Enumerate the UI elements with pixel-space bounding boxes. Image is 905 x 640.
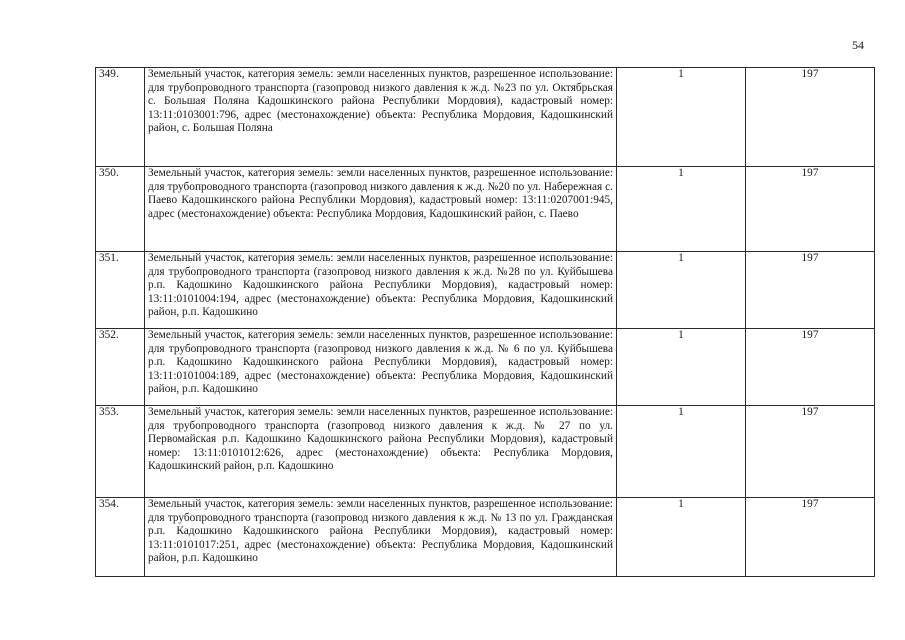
row-number: 353. xyxy=(96,406,145,498)
property-register-table xyxy=(95,67,875,577)
table-row xyxy=(96,406,875,498)
row-area: 197 xyxy=(746,498,875,577)
row-area: 197 xyxy=(746,252,875,329)
row-description: Земельный участок, категория земель: земли населенных пунктов, разрешенное использование: для трубопроводного транспорта (газопровод низкого давления к ж.д. № 27 по ул. Первомайская р.п. Кадошкино Кадошкинского района Республики Мордовия), кадастровый номер: 13:11:0101012:626, адрес (местонахождение) объекта: Республика Мордовия, Кадошкинский район, р.п. Кадошкино xyxy=(145,406,617,498)
row-description: Земельный участок, категория земель: земли населенных пунктов, разрешенное использование: для трубопроводного транспорта (газопровод низкого давления к ж.д. №23 по ул. Октябрьская с. Большая Поляна Кадошкинского района Республики Мордовия), кадастровый номер: 13:11:0103001:796, адрес (местонахождение) объекта: Республика Мордовия, Кадошкинский район, с. Большая Поляна xyxy=(145,68,617,167)
row-area: 197 xyxy=(746,329,875,406)
row-number: 350. xyxy=(96,167,145,252)
row-quantity: 1 xyxy=(617,252,746,329)
row-number: 351. xyxy=(96,252,145,329)
row-number: 349. xyxy=(96,68,145,167)
row-description: Земельный участок, категория земель: земли населенных пунктов, разрешенное использование: для трубопроводного транспорта (газопровод низкого давления к ж.д. № 13 по ул. Гражданская р.п. Кадошкино Кадошкинского района Республики Мордовия), кадастровый номер: 13:11:0101017:251, адрес (местонахождение) объекта: Республика Мордовия, Кадошкинский район, р.п. Кадошкино xyxy=(145,498,617,577)
row-area: 197 xyxy=(746,167,875,252)
row-number: 354. xyxy=(96,498,145,577)
row-area: 197 xyxy=(746,68,875,167)
table-row xyxy=(96,167,875,252)
page-number: 54 xyxy=(852,38,864,52)
row-quantity: 1 xyxy=(617,68,746,167)
table-row xyxy=(96,68,875,167)
row-description: Земельный участок, категория земель: земли населенных пунктов, разрешенное использование: для трубопроводного транспорта (газопровод низкого давления к ж.д. № 6 по ул. Куйбышева р.п. Кадошкино Кадошкинского района Республики Мордовия), кадастровый номер: 13:11:0101004:189, адрес (местонахождение) объекта: Республика Мордовия, Кадошкинский район, р.п. Кадошкино xyxy=(145,329,617,406)
row-quantity: 1 xyxy=(617,406,746,498)
table-row xyxy=(96,498,875,577)
table-row xyxy=(96,252,875,329)
row-description: Земельный участок, категория земель: земли населенных пунктов, разрешенное использование: для трубопроводного транспорта (газопровод низкого давления к ж.д. №28 по ул. Куйбышева р.п. Кадошкино Кадошкинского района Республики Мордовия), кадастровый номер: 13:11:0101004:194, адрес (местонахождение) объекта: Республика Мордовия, Кадошкинский район, р.п. Кадошкино xyxy=(145,252,617,329)
row-number: 352. xyxy=(96,329,145,406)
row-quantity: 1 xyxy=(617,167,746,252)
row-area: 197 xyxy=(746,406,875,498)
row-quantity: 1 xyxy=(617,329,746,406)
table-row xyxy=(96,329,875,406)
row-description: Земельный участок, категория земель: земли населенных пунктов, разрешенное использование: для трубопроводного транспорта (газопровод низкого давления к ж.д. №20 по ул. Набережная с. Паево Кадошкинского района Республики Мордовия), кадастровый номер: 13:11:0207001:945, адрес (местонахождение) объекта: Республика Мордовия, Кадошкинский район, с. Паево xyxy=(145,167,617,252)
row-quantity: 1 xyxy=(617,498,746,577)
